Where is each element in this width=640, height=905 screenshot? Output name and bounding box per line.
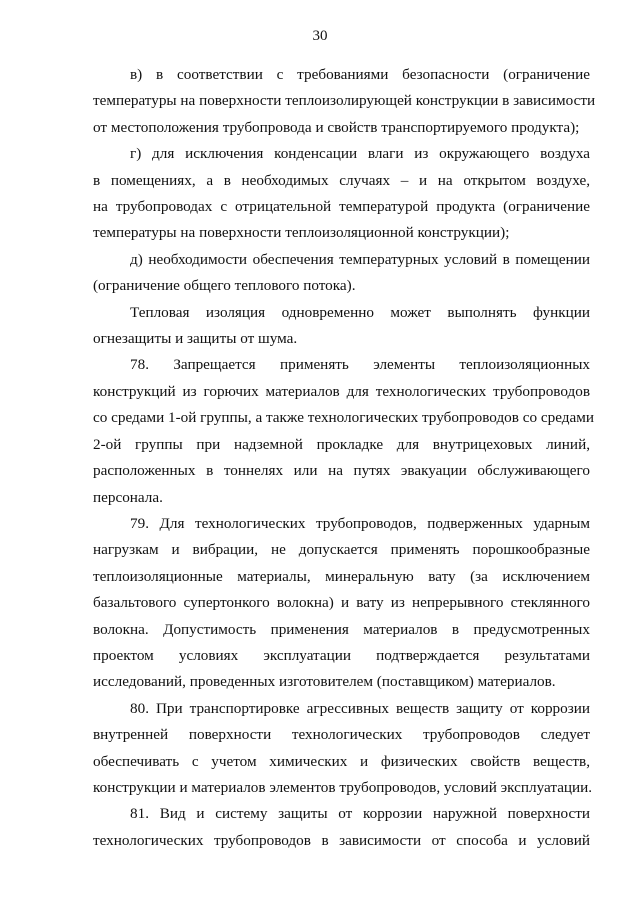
text-line: от местоположения трубопровода и свойств транспортируемого продукта); bbox=[93, 118, 580, 136]
document-body bbox=[93, 62, 596, 854]
text-line: 78. Запрещается применять элементы теплоизоляционных bbox=[130, 356, 590, 374]
text-line: в) в соответствии с требованиями безопасности (ограничение bbox=[130, 66, 590, 83]
text-line: исследований, проведенных изготовителем (поставщиком) материалов. bbox=[93, 673, 556, 691]
text-line: нагрузкам и вибрации, не допускается применять порошкообразные bbox=[93, 541, 590, 559]
text-line: волокна. Допустимость применения материалов в предусмотренных bbox=[93, 620, 590, 638]
text-line: конструкций из горючих материалов для технологических трубопроводов bbox=[93, 382, 590, 400]
text-line: г) для исключения конденсации влаги из окружающего воздуха bbox=[130, 145, 590, 163]
text-line: технологических трубопроводов в зависимости от способа и условий bbox=[93, 831, 590, 849]
text-line: расположенных в тоннелях или на путях эвакуации обслуживающего bbox=[93, 462, 590, 480]
paragraph-item-g bbox=[93, 141, 590, 247]
paragraph-clause-80 bbox=[93, 696, 593, 802]
paragraph-clause-79 bbox=[93, 511, 590, 696]
paragraph-clause-78 bbox=[93, 352, 594, 510]
text-line: Тепловая изоляция одновременно может выполнять функции bbox=[130, 303, 590, 321]
text-line: на трубопроводах с отрицательной температурой продукта (ограничение bbox=[93, 198, 590, 216]
paragraph-thermal-insulation-note bbox=[93, 300, 590, 353]
text-line: в помещениях, а в необходимых случаях – и на открытом воздухе, bbox=[93, 171, 590, 189]
text-line: 81. Вид и систему защиты от коррозии наружной поверхности bbox=[130, 805, 590, 823]
text-line: проектом условиях эксплуатации подтверждается результатами bbox=[93, 646, 590, 664]
text-line: 80. При транспортировке агрессивных веществ защиту от коррозии bbox=[130, 699, 590, 717]
text-line: 2-ой группы при надземной прокладке для внутрицеховых линий, bbox=[93, 435, 590, 453]
text-line: огнезащиты и защиты от шума. bbox=[93, 330, 298, 348]
text-line: (ограничение общего теплового потока). bbox=[93, 277, 356, 295]
text-line: внутренней поверхности технологических трубопроводов следует bbox=[93, 726, 590, 744]
text-line: д) необходимости обеспечения температурных условий в помещении bbox=[130, 250, 590, 268]
text-line: со средами 1-ой группы, а также технологических трубопроводов со средами bbox=[93, 409, 594, 427]
text-line: теплоизоляционные материалы, минеральную вату (за исключением bbox=[93, 567, 590, 585]
text-line: температуры на поверхности теплоизолирующей конструкции в зависимости bbox=[93, 92, 596, 110]
page-number: 30 bbox=[312, 28, 328, 44]
paragraph-clause-81 bbox=[93, 801, 590, 854]
text-line: 79. Для технологических трубопроводов, подверженных ударным bbox=[130, 514, 590, 532]
text-line: персонала. bbox=[93, 488, 163, 506]
paragraph-item-v bbox=[93, 62, 596, 141]
text-line: базальтового супертонкого волокна) и вату из непрерывного стеклянного bbox=[93, 594, 590, 612]
text-line: конструкции и материалов элементов трубопроводов, условий эксплуатации. bbox=[93, 778, 593, 796]
paragraph-item-d bbox=[93, 247, 590, 300]
text-line: обеспечивать с учетом химических и физических свойств веществ, bbox=[93, 752, 590, 770]
text-line: температуры на поверхности теплоизоляционной конструкции); bbox=[93, 224, 510, 242]
